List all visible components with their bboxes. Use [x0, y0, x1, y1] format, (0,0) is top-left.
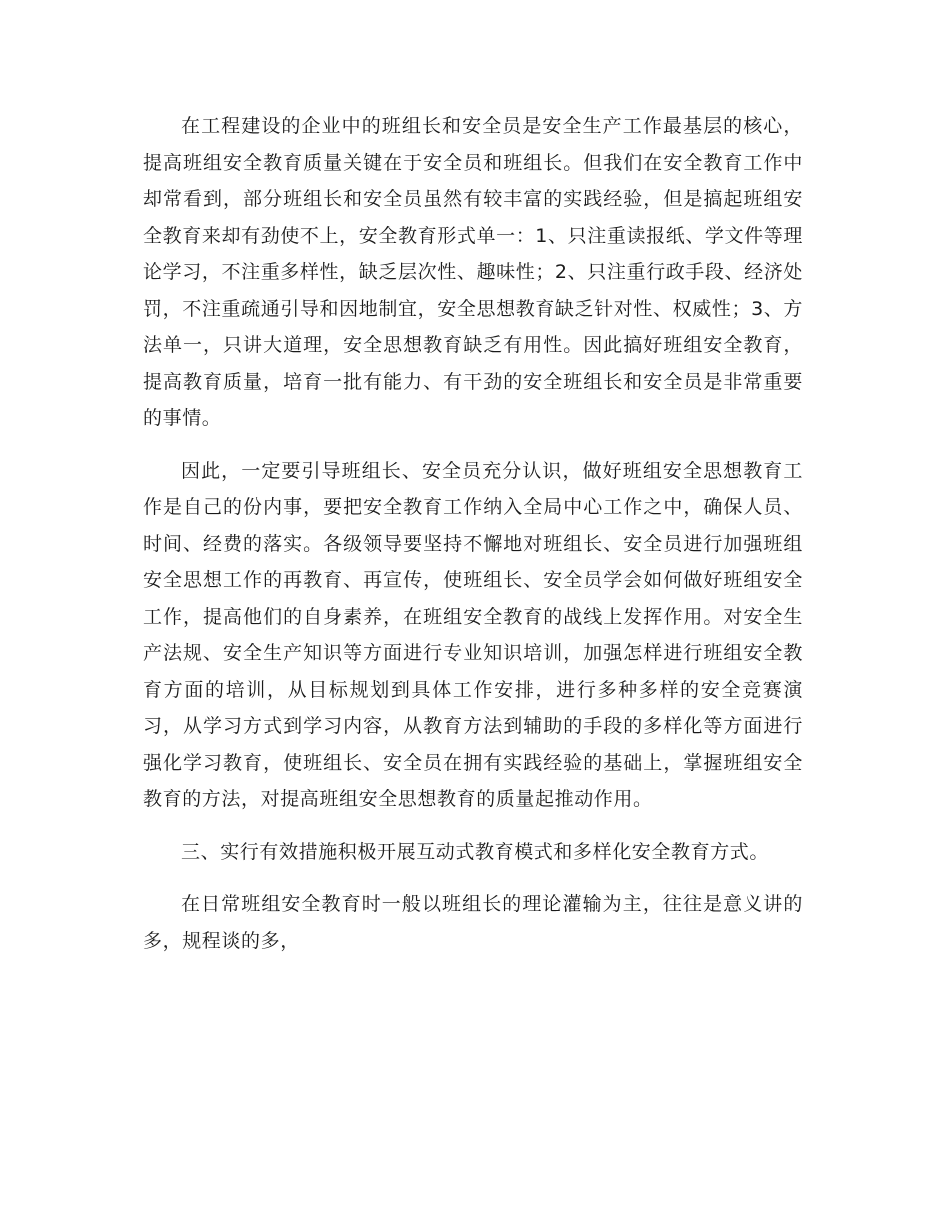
document-body: [143, 108, 803, 959]
paragraph-1: 在工程建设的企业中的班组长和安全员是安全生产工作最基层的核心，提高班组安全教育质量关键在于安全员和班组长。但我们在安全教育工作中却常看到，部分班组长和安全员虽然有较丰富的实践经验，但是搞起班组安全教育来却有劲使不上，安全教育形式单一：1、只注重读报纸、学文件等理论学习，不注重多样性，缺乏层次性、趣味性；2、只注重行政手段、经济处罚，不注重疏通引导和因地制宜，安全思想教育缺乏针对性、权威性；3、方法单一，只讲大道理，安全思想教育缺乏有用性。因此搞好班组安全教育，提高教育质量，培育一批有能力、有干劲的安全班组长和安全员是非常重要的事情。: [143, 115, 803, 429]
paragraph-2: 因此，一定要引导班组长、安全员充分认识，做好班组安全思想教育工作是自己的份内事，要把安全教育工作纳入全局中心工作之中，确保人员、时间、经费的落实。各级领导要坚持不懈地对班组长、安全员进行加强班组安全思想工作的再教育、再宣传，使班组长、安全员学会如何做好班组安全工作，提高他们的自身素养，在班组安全教育的战线上发挥作用。对安全生产法规、安全生产知识等方面进行专业知识培训，加强怎样进行班组安全教育方面的培训，从目标规划到具体工作安排，进行多种多样的安全竞赛演习，从学习方式到学习内容，从教育方法到辅助的手段的多样化等方面进行强化学习教育，使班组长、安全员在拥有实践经验的基础上，掌握班组安全教育的方法，对提高班组安全思想教育的质量起推动作用。: [143, 459, 803, 810]
section-heading-3: 三、实行有效措施积极开展互动式教育模式和多样化安全教育方式。: [181, 840, 770, 863]
paragraph-4: 在日常班组安全教育时一般以班组长的理论灌输为主，往往是意义讲的多，规程谈的多，: [143, 893, 803, 952]
